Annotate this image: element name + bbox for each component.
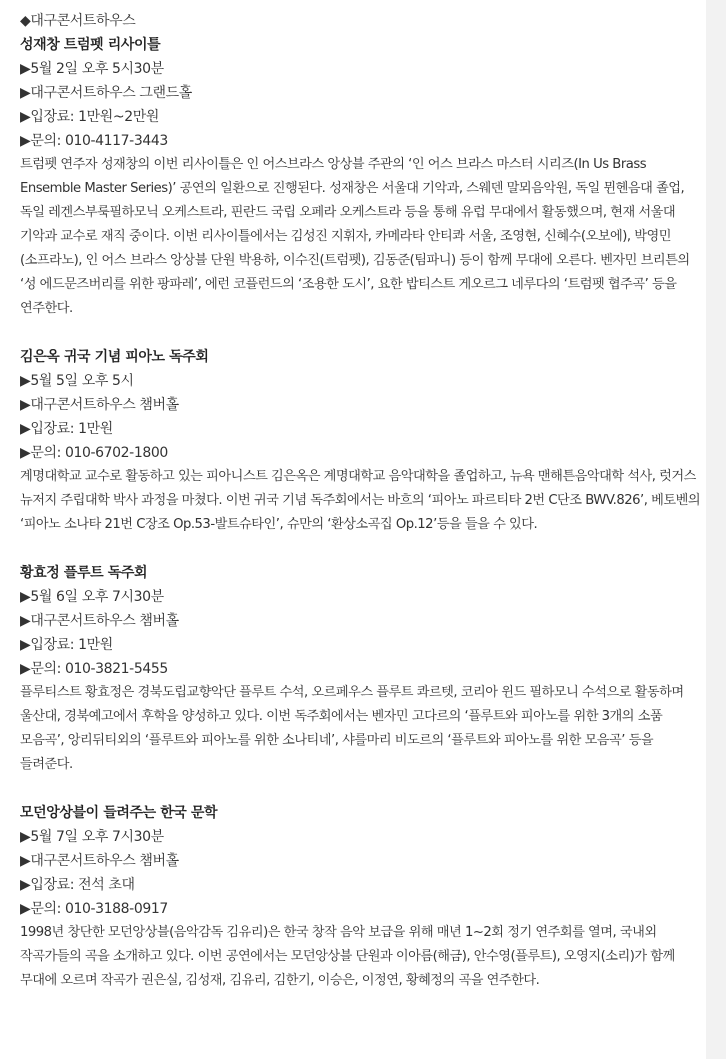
event-contact: ▶문의: 010-6702-1800: [20, 445, 168, 461]
event-title: 성재창 트럼펫 리사이틀: [20, 37, 161, 53]
event-description: 트럼펫 연주자 성재창의 이번 리사이틀은 인 어스브라스 앙상블 주관의 ‘인 어스 브라스 마스터 시리즈(In Us Brass Ensemble Master Series)’ 공연의 일환으로 진행된다. 성재창은 서울대 기악과, 스웨덴 말뫼음악원, 독일 뮌헨음대 졸업, 독일 레겐스부룩필하모닉 오케스트라, 핀란드 국립 오페라 오케스트라 등을 통해 유럽 무대에서 활동했으며, 현재 서울대 기악과 교수로 재직 중이다. 이번 리사이틀에서는 김성진 지휘자, 카메라타 안티콰 서울, 조영현, 신혜수(오보에), 박영민(소프라노), 인 어스 브라스 앙상블 단원 박용하, 이수진(트럼펫), 김동준(팀파니) 등이 함께 무대에 오른다. 벤자민 브리튼의 ‘성 에드문즈버리를 위한 팡파레’, 에런 코플런드의 ‘조용한 도시’, 요한 밥티스트 게오르그 네루다의 ‘트럼펫 협주곡’ 등을 연주한다.: [20, 157, 690, 316]
event-item: [20, 801, 706, 993]
spacer: [20, 777, 706, 801]
event-contact: ▶문의: 010-3188-0917: [20, 901, 168, 917]
event-item: [20, 345, 706, 537]
event-venue: ▶대구콘서트하우스 챔버홀: [20, 397, 179, 413]
event-description: 플루티스트 황효정은 경북도립교향악단 플루트 수석, 오르페우스 플루트 콰르텟, 코리아 윈드 필하모니 수석으로 활동하며 울산대, 경북예고에서 후학을 양성하고 있다. 이번 독주회에서는 벤자민 고다르의 ‘플루트와 피아노를 위한 3개의 소품 모음곡’, 앙리뒤티외의 ‘플루트와 피아노를 위한 소나티네’, 샤를마리 비도르의 ‘플루트와 피아노를 위한 모음곡’ 등을 들려준다.: [20, 685, 684, 772]
event-date: ▶5월 6일 오후 7시30분: [20, 589, 164, 605]
event-item: [20, 561, 706, 777]
spacer: [20, 537, 706, 561]
venue-header: ◆대구콘서트하우스: [20, 13, 136, 29]
event-title: 모던앙상블이 들려주는 한국 문학: [20, 805, 218, 821]
spacer: [20, 321, 706, 345]
event-venue: ▶대구콘서트하우스 그랜드홀: [20, 85, 192, 101]
event-description: 계명대학교 교수로 활동하고 있는 피아니스트 김은옥은 계명대학교 음악대학을 졸업하고, 뉴욕 맨해튼음악대학 석사, 럿거스 뉴저지 주립대학 박사 과정을 마쳤다. 이번 귀국 기념 독주회에서는 바흐의 ‘피아노 파르티타 2번 C단조 BWV.826’, 베토벤의 ‘피아노 소나타 21번 C장조 Op.53-발트슈타인’, 슈만의 ‘환상소곡집 Op.12’등을 들을 수 있다.: [20, 469, 701, 532]
event-date: ▶5월 2일 오후 5시30분: [20, 61, 164, 77]
event-contact: ▶문의: 010-3821-5455: [20, 661, 168, 677]
event-price: ▶입장료: 전석 초대: [20, 877, 135, 893]
event-price: ▶입장료: 1만원: [20, 637, 113, 653]
event-title: 김은옥 귀국 기념 피아노 독주회: [20, 349, 209, 365]
event-title: 황효정 플루트 독주회: [20, 565, 148, 581]
event-price: ▶입장료: 1만원~2만원: [20, 109, 159, 125]
event-item: [20, 33, 706, 321]
event-venue: ▶대구콘서트하우스 챔버홀: [20, 853, 179, 869]
event-venue: ▶대구콘서트하우스 챔버홀: [20, 613, 179, 629]
event-date: ▶5월 5일 오후 5시: [20, 373, 134, 389]
event-date: ▶5월 7일 오후 7시30분: [20, 829, 164, 845]
event-price: ▶입장료: 1만원: [20, 421, 113, 437]
event-contact: ▶문의: 010-4117-3443: [20, 133, 168, 149]
event-description: 1998년 창단한 모던앙상블(음악감독 김유리)은 한국 창작 음악 보급을 위해 매년 1~2회 정기 연주회를 열며, 국내외 작곡가들의 곡을 소개하고 있다. 이번 공연에서는 모던앙상블 단원과 이아름(해금), 안수영(플루트), 오영지(소리)가 함께 무대에 오르며 작곡가 권은실, 김성재, 김유리, 김한기, 이승은, 이정연, 황혜정의 곡을 연주한다.: [20, 925, 675, 988]
article-body: [20, 0, 706, 993]
